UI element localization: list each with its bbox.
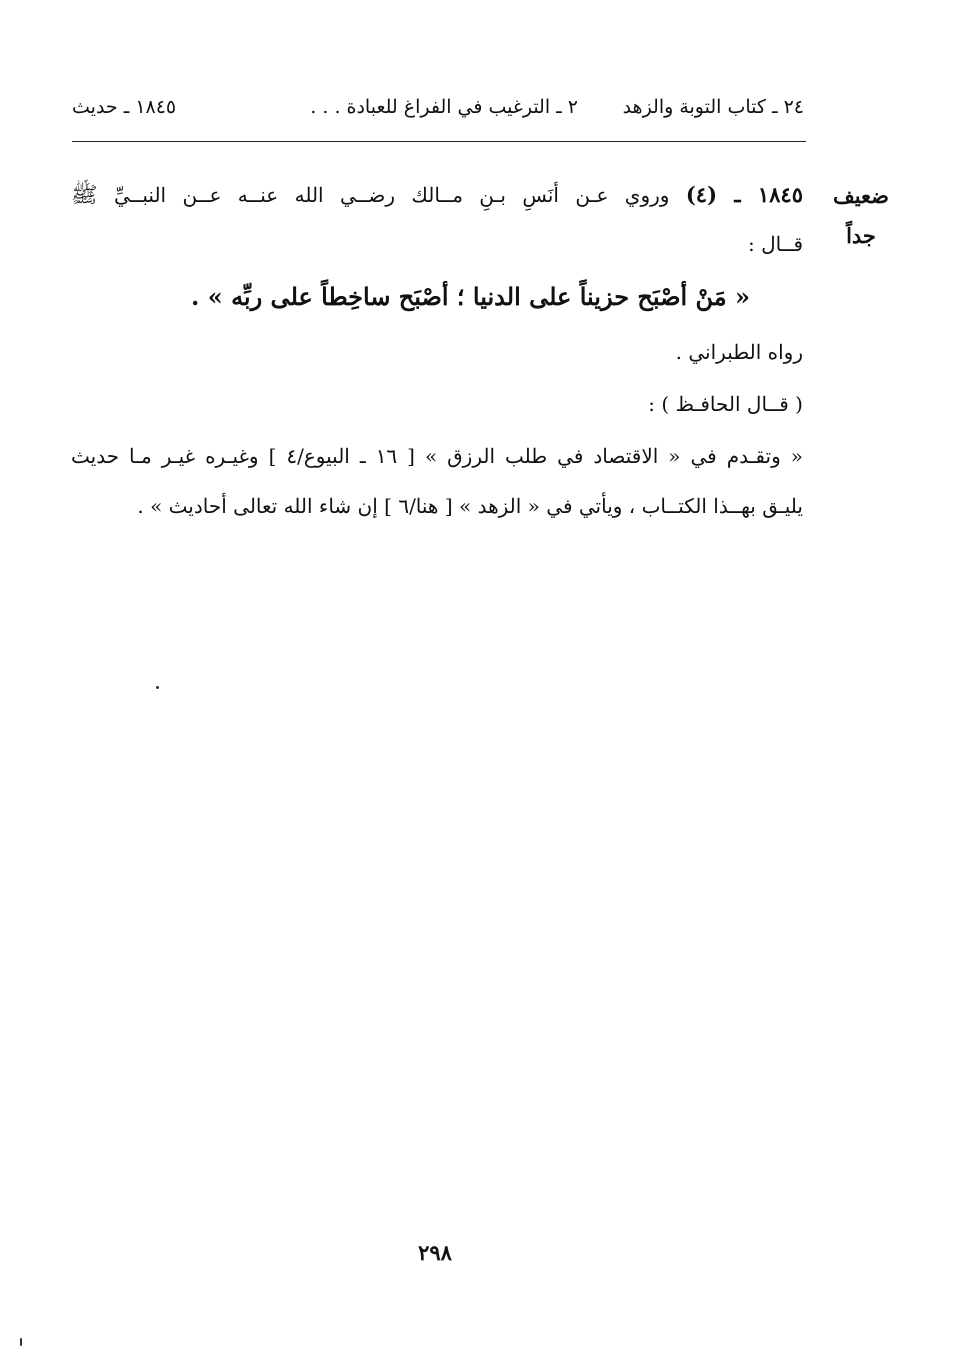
page-number: ٢٩٨ [418,1240,452,1265]
hadith-qala: قــال : [748,232,803,256]
hadith-grade-label [825,176,897,256]
hafiz-label: ( قــال الحافـظ ) : [648,392,803,416]
hadith-intro-line [71,181,803,213]
header-divider [72,141,806,142]
hadith-matn: « مَنْ أصْبَح حزيناً على الدنيا ؛ أصْبَح ساخِطاً على ربِّه » . [191,282,750,311]
header-chapter-title: ٢٤ ـ كتاب التوبة والزهد [622,96,804,118]
running-header [72,96,804,128]
hafiz-note-line-2: يليـق بهــذا الكتــاب ، ويأتي في « الزهد » [ هنا/٦ ] إن شاء الله تعالى أحاديث » . [137,494,803,518]
grade-line-1: ضعيف [832,183,890,208]
grade-line-2: جداً [846,223,876,248]
hafiz-note-line-1: « وتقـدم في « الاقتصاد في طلب الرزق » [ ١٦ ـ البيوع/٤ ] وغيـره غيـر مـا حديث [71,444,803,468]
hadith-source: رواه الطبراني . [675,340,803,364]
hadith-number: ١٨٤٥ ـ (٤) [685,182,803,207]
header-section-title: ٢ ـ الترغيب في الفراغ للعبادة . . . [310,96,578,118]
salutation-glyph: ﷺ [71,183,98,208]
hadith-isnad: وروي عـن أنَسِ بـنِ مــالك رضــي الله عنــه عــن النبــيِّ [113,183,670,207]
scan-speck [20,1338,22,1346]
scan-speck [156,686,159,689]
header-hadith-range: ١٨٤٥ ـ حديث [72,96,177,118]
